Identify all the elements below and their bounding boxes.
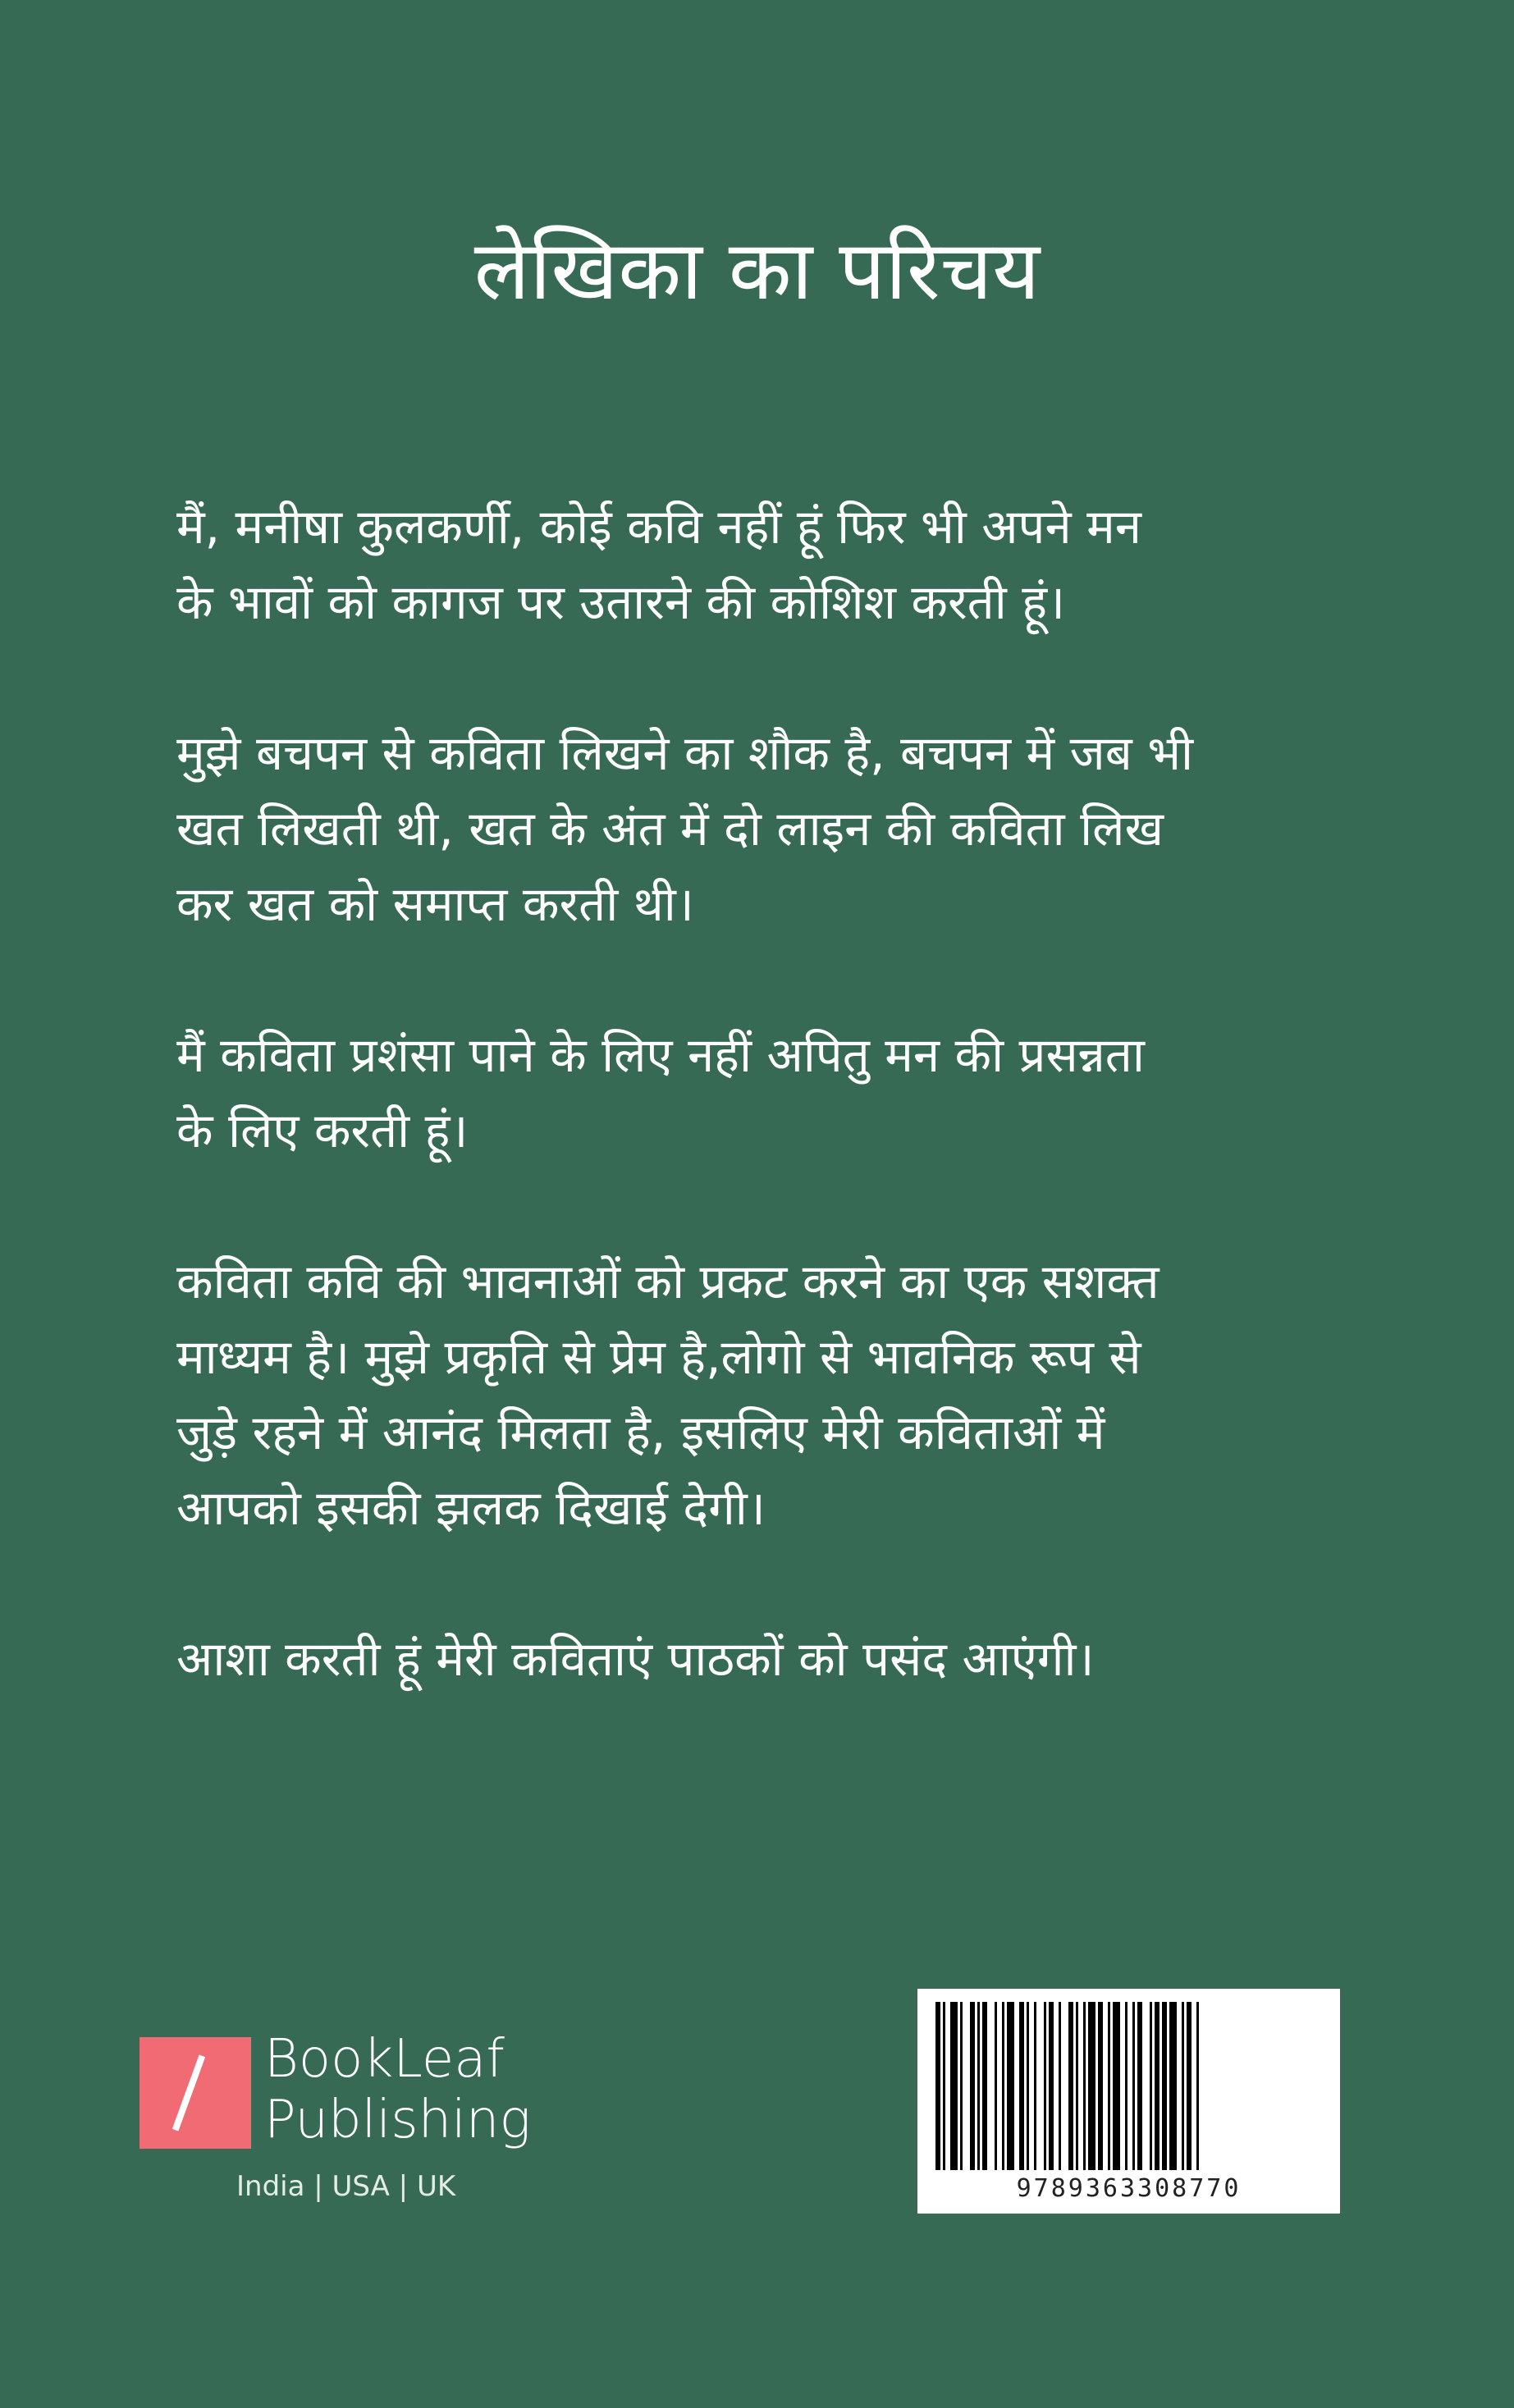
publisher-name-line1: BookLeaf (264, 2029, 505, 2090)
bio-paragraph: कविता कवि की भावनाओं को प्रकट करने का एक सशक्त माध्यम है। मुझे प्रकृति से प्रेम है,लोगो से भावनिक रूप से जुड़े रहने में आनंद मिलता है, इसलिए मेरी कविताओं में आपको इसकी झलक दिखाई देगी। (176, 1254, 1160, 1536)
bio-paragraph: आशा करती हूं मेरी कविताएं पाठकों को पसंद आएंगी। (176, 1631, 1095, 1687)
publisher-regions: India | USA | UK (236, 2170, 456, 2203)
publisher-logo (140, 2029, 566, 2209)
bio-paragraph: मैं, मनीषा कुलकर्णी, कोई कवि नहीं हूं फिर भी अपने मन के भावों को कागज पर उतारने की कोशिश करती हूं। (176, 499, 1141, 630)
barcode (917, 1989, 1340, 2214)
bio-paragraph: मुझे बचपन से कविता लिखने का शौक है, बचपन में जब भी खत लिखती थी, खत के अंत में दो लाइन की कविता लिख कर खत को समाप्त करती थी। (176, 725, 1194, 932)
author-bio (176, 489, 1342, 1772)
publisher-name-line2: Publishing (264, 2090, 531, 2150)
slash-logo-icon (140, 2037, 251, 2149)
page-title: लेखिका का परिचय (473, 222, 1041, 318)
barcode-icon (932, 2002, 1326, 2170)
isbn-number: 9789363308770 (1016, 2174, 1242, 2203)
publisher-name (264, 2029, 531, 2150)
bio-paragraph: मैं कविता प्रशंसा पाने के लिए नहीं अपितु मन की प्रसन्नता के लिए करती हूं। (176, 1027, 1145, 1158)
